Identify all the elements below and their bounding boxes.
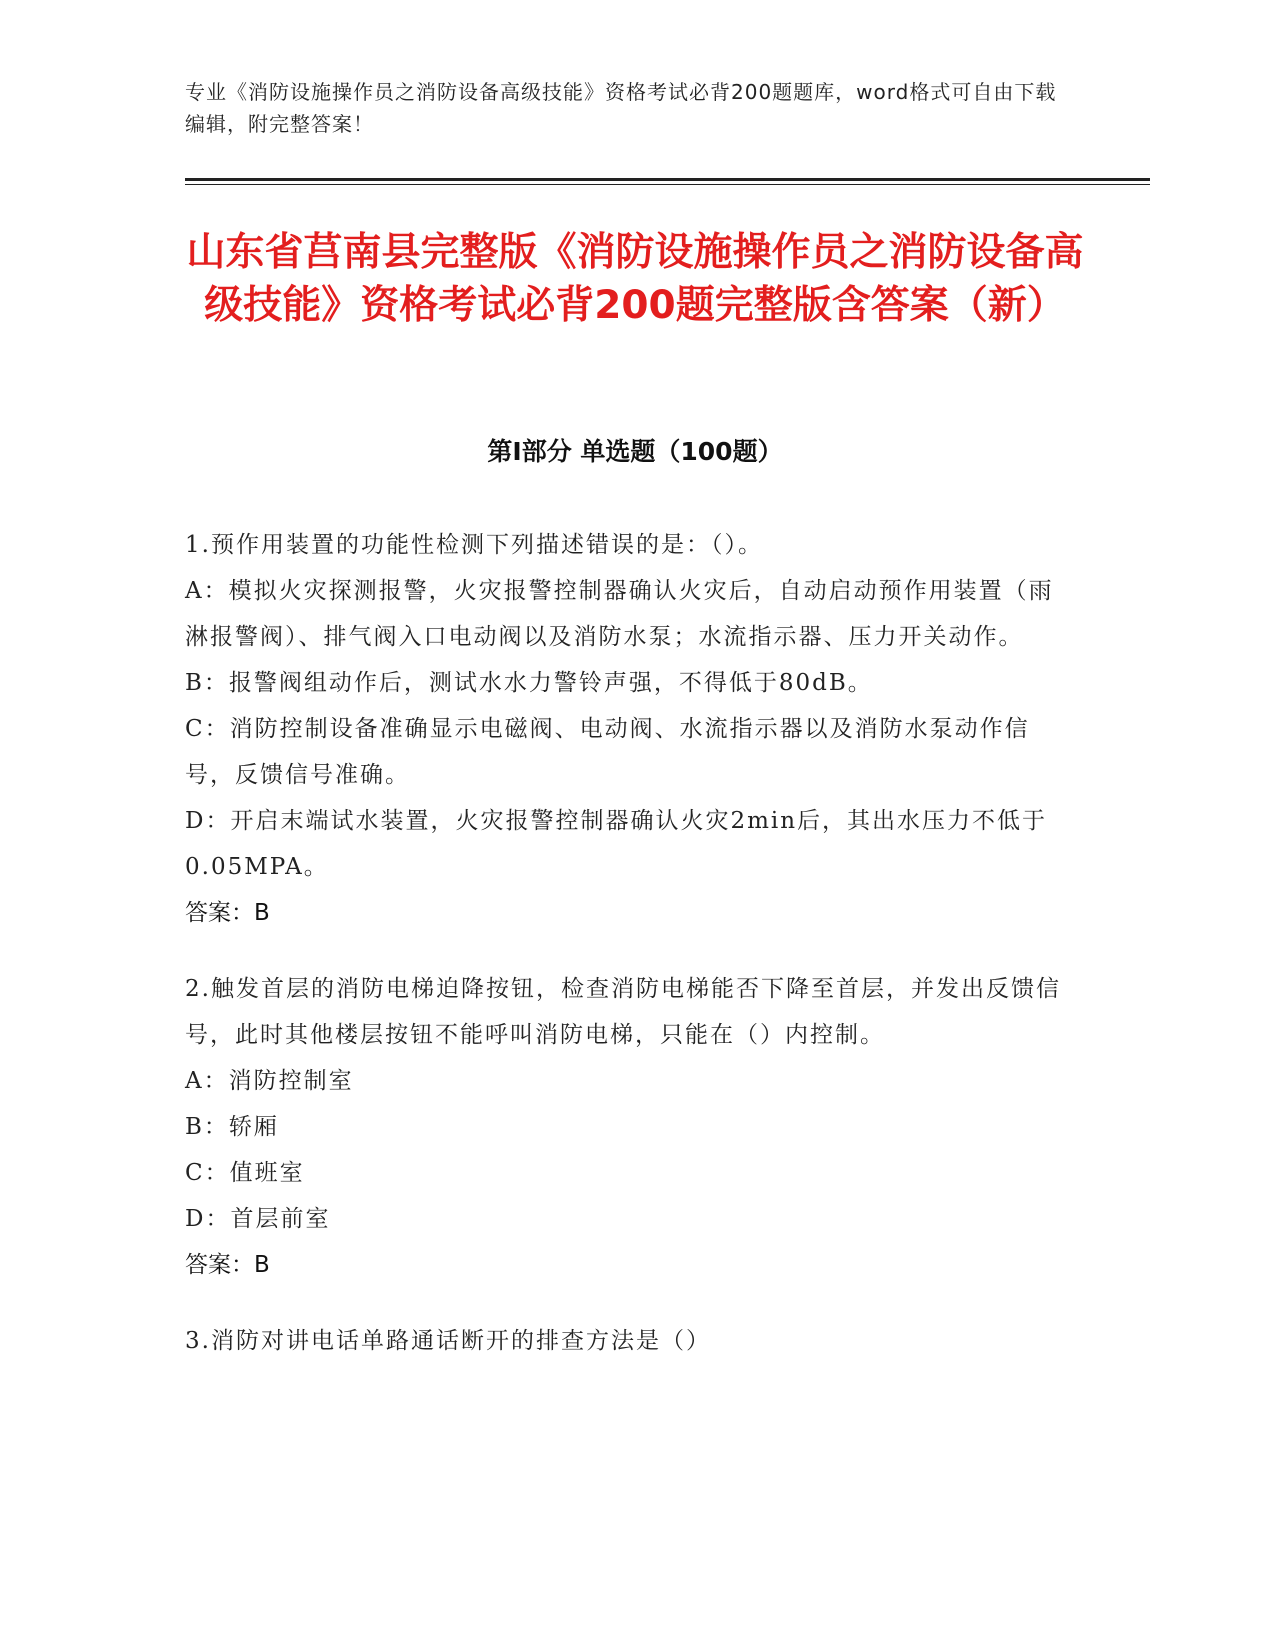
question-item xyxy=(185,1318,1065,1364)
option-b: B：轿厢 xyxy=(185,1114,279,1140)
question-stem: 2.触发首层的消防电梯迫降按钮，检查消防电梯能否下降至首层，并发出反馈信号，此时其他楼层按钮不能呼叫消防电梯，只能在（）内控制。 xyxy=(185,976,1061,1048)
question-list xyxy=(185,522,1065,1394)
option-c: C：值班室 xyxy=(185,1160,305,1186)
header-divider-thin xyxy=(185,184,1150,185)
option-b: B：报警阀组动作后，测试水水力警铃声强，不得低于80dB。 xyxy=(185,670,873,696)
option-c: C：消防控制设备准确显示电磁阀、电动阀、水流指示器以及消防水泵动作信号，反馈信号准确。 xyxy=(185,716,1030,788)
question-item xyxy=(185,966,1065,1288)
header-note: 专业《消防设施操作员之消防设备高级技能》资格考试必背200题题库，word格式可自由下载编辑，附完整答案！ xyxy=(185,80,1057,136)
question-stem: 1.预作用装置的功能性检测下列描述错误的是：（）。 xyxy=(185,532,763,558)
option-a: A：消防控制室 xyxy=(185,1068,354,1094)
answer-line: 答案：B xyxy=(185,900,270,926)
answer-line: 答案：B xyxy=(185,1252,270,1278)
option-a: A：模拟火灾探测报警，火灾报警控制器确认火灾后，自动启动预作用装置（雨淋报警阀）、排气阀入口电动阀以及消防水泵；水流指示器、压力开关动作。 xyxy=(185,578,1054,650)
option-d: D：开启末端试水装置，火灾报警控制器确认火灾2min后，其出水压力不低于0.05MPA。 xyxy=(185,808,1048,880)
header-divider-thick xyxy=(185,178,1150,181)
section-heading: 第I部分 单选题（100题） xyxy=(487,437,783,466)
question-stem: 3.消防对讲电话单路通话断开的排查方法是（） xyxy=(185,1328,711,1354)
option-d: D：首层前室 xyxy=(185,1206,331,1232)
document-title: 山东省莒南县完整版《消防设施操作员之消防设备高级技能》资格考试必背200题完整版含答案（新） xyxy=(186,230,1084,328)
question-item xyxy=(185,522,1065,936)
